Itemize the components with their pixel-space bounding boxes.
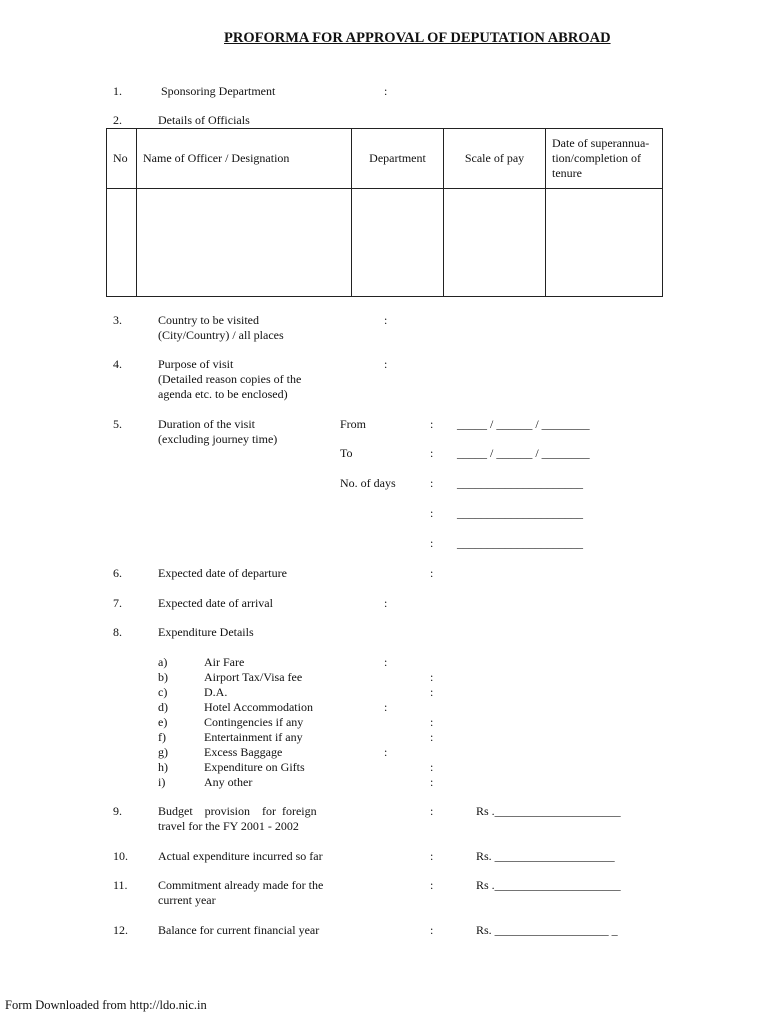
commitment-amount-blank[interactable]: Rs ._____________________ (476, 878, 621, 892)
exp-letter-e: e) (158, 715, 168, 729)
exp-letter-d: d) (158, 700, 168, 714)
commitment-label-line-1: Commitment already made for the (158, 878, 324, 892)
item-2-number: 2. (113, 113, 122, 127)
exp-any-other: Any other (204, 775, 253, 789)
from-colon: : (430, 417, 434, 431)
budget-label-line-2: travel for the FY 2001 - 2002 (158, 819, 299, 833)
cell-name[interactable] (137, 189, 352, 297)
header-scale-of-pay: Scale of pay (444, 129, 546, 189)
header-date-line-1: Date of superannua- (552, 136, 650, 150)
header-department: Department (352, 129, 444, 189)
exp-letter-g: g) (158, 745, 168, 759)
header-date-line-3: tenure (552, 166, 582, 180)
departure-date-label: Expected date of departure (158, 566, 287, 580)
item-10-number: 10. (113, 849, 128, 863)
item-5-number: 5. (113, 417, 122, 431)
purpose-label-line-2: (Detailed reason copies of the (158, 372, 302, 386)
exp-air-fare: Air Fare (204, 655, 245, 669)
item-4-colon: : (384, 357, 388, 371)
exp-colon-i: : (430, 775, 434, 789)
header-name-designation: Name of Officer / Designation (137, 129, 352, 189)
exp-contingencies: Contingencies if any (204, 715, 304, 729)
exp-colon-b: : (430, 670, 434, 684)
item-3-colon: : (384, 313, 388, 327)
item-1-number: 1. (113, 84, 122, 98)
cell-no[interactable] (107, 189, 137, 297)
item-12-number: 12. (113, 923, 128, 937)
extra-line-1-blank[interactable]: _____________________ (457, 506, 583, 520)
item-11-colon: : (430, 878, 434, 892)
exp-letter-b: b) (158, 670, 168, 684)
extra-line-2-blank[interactable]: _____________________ (457, 536, 583, 550)
item-4-number: 4. (113, 357, 122, 371)
exp-da: D.A. (204, 685, 228, 699)
table-row (107, 189, 663, 297)
item-10-colon: : (430, 849, 434, 863)
exp-airport-tax: Airport Tax/Visa fee (204, 670, 303, 684)
item-3-number: 3. (113, 313, 122, 327)
sponsoring-department-label: Sponsoring Department (161, 84, 276, 98)
exp-colon-e: : (430, 715, 434, 729)
exp-letter-c: c) (158, 685, 168, 699)
arrival-date-label: Expected date of arrival (158, 596, 273, 610)
item-6-number: 6. (113, 566, 122, 580)
item-7-colon: : (384, 596, 388, 610)
cell-scale[interactable] (444, 189, 546, 297)
duration-label-line-1: Duration of the visit (158, 417, 255, 431)
exp-colon-h: : (430, 760, 434, 774)
item-7-number: 7. (113, 596, 122, 610)
exp-letter-h: h) (158, 760, 168, 774)
budget-amount-blank[interactable]: Rs ._____________________ (476, 804, 621, 818)
exp-colon-c: : (430, 685, 434, 699)
cell-department[interactable] (352, 189, 444, 297)
extra-line-2-colon: : (430, 536, 434, 550)
exp-letter-i: i) (158, 775, 166, 789)
no-of-days-label: No. of days (340, 476, 396, 490)
to-colon: : (430, 446, 434, 460)
exp-colon-g: : (384, 745, 388, 759)
actual-expenditure-blank[interactable]: Rs. ____________________ (476, 849, 615, 863)
item-9-colon: : (430, 804, 434, 818)
purpose-label-line-3: agenda etc. to be enclosed) (158, 387, 288, 401)
exp-colon-a: : (384, 655, 388, 669)
exp-colon-d: : (384, 700, 388, 714)
footer-source: Form Downloaded from http://ldo.nic.in (5, 998, 207, 1012)
header-date-line-2: tion/completion of (552, 151, 641, 165)
no-of-days-colon: : (430, 476, 434, 490)
country-label-line-1: Country to be visited (158, 313, 259, 327)
item-8-number: 8. (113, 625, 122, 639)
expenditure-details-label: Expenditure Details (158, 625, 254, 639)
item-12-colon: : (430, 923, 434, 937)
from-date-blank[interactable]: _____ / ______ / ________ (457, 417, 590, 431)
exp-letter-f: f) (158, 730, 166, 744)
exp-entertainment: Entertainment if any (204, 730, 303, 744)
balance-label: Balance for current financial year (158, 923, 320, 937)
item-1-colon: : (384, 84, 388, 98)
no-of-days-blank[interactable]: _____________________ (457, 476, 583, 490)
purpose-label-line-1: Purpose of visit (158, 357, 234, 371)
balance-amount-blank[interactable]: Rs. ___________________ _ (476, 923, 618, 937)
form-title: PROFORMA FOR APPROVAL OF DEPUTATION ABROAD (224, 30, 611, 46)
extra-line-1-colon: : (430, 506, 434, 520)
cell-date[interactable] (546, 189, 663, 297)
exp-excess-baggage: Excess Baggage (204, 745, 283, 759)
country-label-line-2: (City/Country) / all places (158, 328, 284, 342)
item-6-colon: : (430, 566, 434, 580)
exp-colon-f: : (430, 730, 434, 744)
from-label: From (340, 417, 367, 431)
to-date-blank[interactable]: _____ / ______ / ________ (457, 446, 590, 460)
commitment-label-line-2: current year (158, 893, 216, 907)
item-9-number: 9. (113, 804, 122, 818)
exp-gifts: Expenditure on Gifts (204, 760, 305, 774)
officials-table (106, 128, 663, 297)
duration-label-line-2: (excluding journey time) (158, 432, 278, 446)
exp-letter-a: a) (158, 655, 168, 669)
header-date-superannuation (546, 129, 663, 189)
to-label: To (340, 446, 353, 460)
exp-hotel: Hotel Accommodation (204, 700, 313, 714)
budget-label-line-1: Budget provision for foreign (158, 804, 317, 818)
actual-expenditure-label: Actual expenditure incurred so far (158, 849, 323, 863)
item-11-number: 11. (113, 878, 128, 892)
table-header-row (107, 129, 663, 189)
header-no: No (107, 129, 137, 189)
details-of-officials-label: Details of Officials (158, 113, 250, 127)
